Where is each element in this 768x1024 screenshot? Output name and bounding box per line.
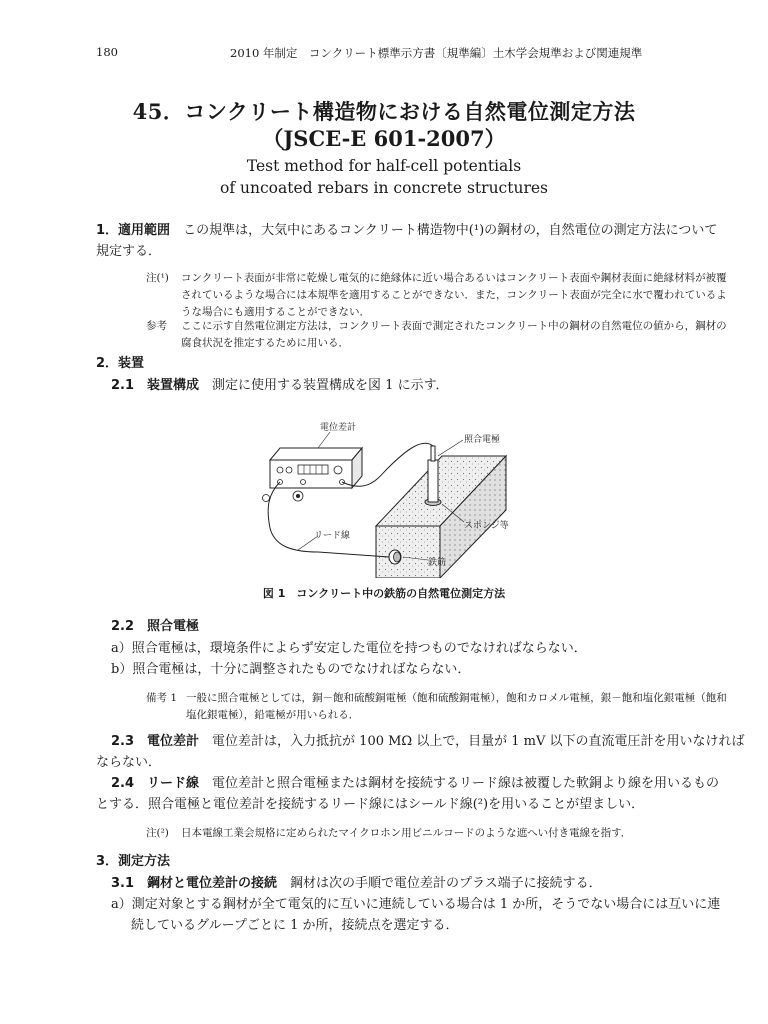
section-2-2-heading: 2.2 照合電極 (111, 619, 200, 634)
meter-top (270, 448, 362, 460)
section-3-1-item-a-line1: a）測定対象とする鋼材が全て電気的に互いに連続している場合は 1 か所，そうでない場合には互いに連 (111, 897, 721, 912)
page-number: 180 (96, 45, 118, 59)
section-2-1-text: 測定に使用する装置構成を図 1 に示す． (212, 378, 449, 393)
reference-line1: ここに示す自然電位測定方法は，コンクリート表面で測定されたコンクリート中の鋼材の自然電位の値から，鋼材の (181, 320, 727, 332)
note-1-label: 注(¹) (146, 272, 169, 284)
remark-1-line1: 一般に照合電極としては，銅－飽和硫酸銅電極（飽和硫酸銅電極），飽和カロメル電極，銀－飽和塩化銀電極（飽和 (186, 692, 727, 704)
concrete-block-front (376, 526, 440, 578)
section-1-line1 (96, 220, 717, 241)
reference-line2: 腐食状況を推定するために用いる． (181, 337, 349, 349)
section-2-3-line2: ならない． (96, 755, 162, 770)
page-title (0, 96, 768, 126)
section-3-1 (111, 873, 602, 894)
section-3-1-text: 鋼材は次の手順で電位差計のプラス端子に接続する． (290, 876, 602, 891)
note-2-text: 日本電線工業会規格に定められたマイクロホン用ビニルコードのような遮へい付き電線を指す． (181, 827, 632, 839)
reference-electrode (428, 460, 438, 502)
note-2-label: 注(²) (146, 827, 169, 839)
section-2-heading: 2．装置 (96, 356, 145, 371)
section-2-1 (111, 375, 449, 396)
section-1-heading: 1．適用範囲 (96, 223, 171, 238)
section-2-3-heading: 2.3 電位差計 (111, 734, 200, 749)
remark-1-label: 備考 1 (146, 692, 178, 704)
section-2-4-line1 (111, 773, 719, 794)
section-2-2-item-b: b）照合電極は，十分に調整されたものでなければならない． (111, 662, 471, 677)
label-reference-electrode: 照合電極 (464, 435, 501, 445)
section-1-line2: 規定する． (96, 244, 162, 259)
label-sponge: スポンジ等 (464, 521, 509, 531)
label-lead-wire: リード線 (314, 531, 351, 541)
note-1-line1: コンクリート表面が非常に乾燥し電気的に絶縁体に近い場合あるいはコンクリート表面や鋼材表面に絶縁材料が被覆 (181, 272, 727, 284)
section-1-text: この規準は，大気中にあるコンクリート構造物中(¹)の鋼材の，自然電位の測定方法について (183, 223, 718, 238)
section-2-3-line1 (111, 731, 744, 752)
figure-1-caption: 図 1 コンクリート中の鉄筋の自然電位測定方法 (262, 587, 506, 600)
standard-code: （JSCE-E 601-2007） (262, 126, 506, 151)
reference-label: 参考 (146, 320, 167, 332)
section-2-3-text: 電位差計は，入力抵抗が 100 MΩ 以上で，目量が 1 mV 以下の直流電圧計を用いなければ (212, 734, 745, 749)
section-2-1-heading: 2.1 装置構成 (111, 378, 200, 393)
label-rebar: 鉄筋 (428, 558, 447, 568)
section-2-4-heading: 2.4 リード線 (111, 776, 200, 791)
note-1-line3: うな場合にも適用することができない． (181, 306, 370, 318)
section-2-2-item-a: a）照合電極は，環境条件によらず安定した電位を持つものでなければならない． (111, 641, 587, 656)
lead-wire-rebar (268, 482, 389, 557)
section-3-1-heading: 3.1 鋼材と電位差計の接続 (111, 876, 278, 891)
section-3-heading: 3．測定方法 (96, 854, 171, 869)
section-2-4-line2: とする．照合電極と電位差計を接続するリード線にはシールド線(²)を用いることが望ましい． (96, 797, 645, 812)
section-3-1-item-a-line2: 続しているグループごとに 1 か所，接続点を選定する． (131, 918, 459, 933)
title-en-line2: of uncoated rebars in concrete structures (220, 179, 548, 197)
label-potentiometer: 電位差計 (320, 423, 357, 433)
figure-1-apparatus (258, 418, 520, 578)
section-2-4-text: 電位差計と照合電極または鋼材を接続するリード線は被覆した軟銅より線を用いるもの (212, 776, 720, 791)
remark-1-line2: 塩化銀電極），鉛電極が用いられる． (186, 709, 360, 721)
title-en-line1: Test method for half-cell potentials (246, 157, 522, 175)
title-number: 45． (132, 99, 185, 124)
running-title: 2010 年制定 コンクリート標準示方書〔規準編〕土木学会規準および関連規準 (230, 46, 643, 60)
title-jp: コンクリート構造物における自然電位測定方法 (184, 99, 636, 124)
note-1-line2: されているような場合には本規準を適用することができない．また，コンクリート表面が完全に水で覆われているよ (181, 289, 727, 301)
